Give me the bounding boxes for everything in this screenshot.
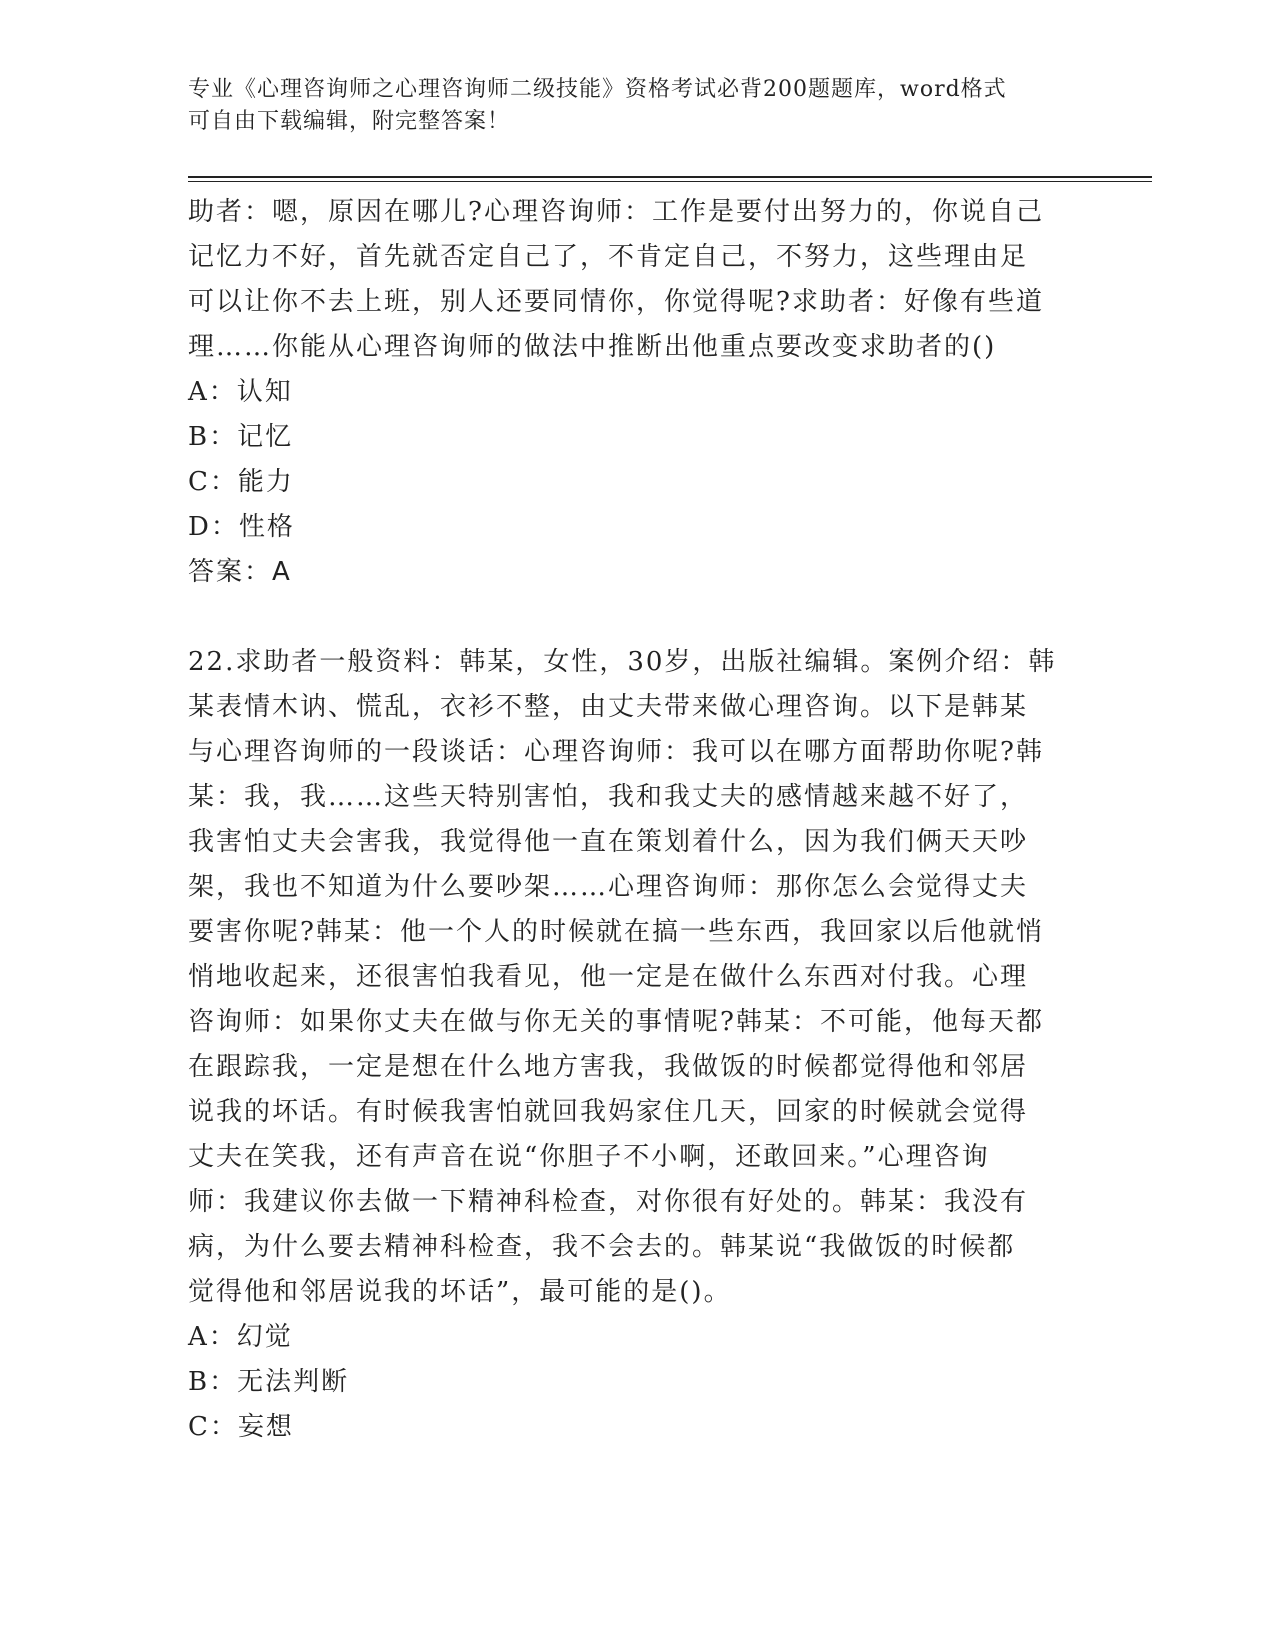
- question-stem-line: 说我的坏话。有时候我害怕就回我妈家住几天，回家的时候就会觉得: [188, 1097, 1029, 1127]
- question-stem-line: 与心理咨询师的一段谈话：心理咨询师：我可以在哪方面帮助你呢?韩: [188, 737, 1044, 767]
- option-b: B：无法判断: [188, 1367, 350, 1397]
- question-21: [188, 190, 1088, 595]
- question-stem-line: 22.求助者一般资料：韩某，女性，30岁，出版社编辑。案例介绍：韩: [188, 647, 1057, 677]
- question-stem-line: 某表情木讷、慌乱，衣衫不整，由丈夫带来做心理咨询。以下是韩某: [188, 692, 1029, 722]
- answer-label: 答案：A: [188, 557, 292, 587]
- question-22: [188, 640, 1088, 1450]
- question-stem-line: 记忆力不好，首先就否定自己了，不肯定自己，不努力，这些理由足: [188, 242, 1029, 272]
- question-stem-line: 觉得他和邻居说我的坏话”，最可能的是()。: [188, 1277, 732, 1307]
- question-stem-line: 师：我建议你去做一下精神科检查，对你很有好处的。韩某：我没有: [188, 1187, 1029, 1217]
- question-content: [188, 190, 1088, 1450]
- question-stem-line: 咨询师：如果你丈夫在做与你无关的事情呢?韩某：不可能，他每天都: [188, 1007, 1044, 1037]
- question-stem-line: 我害怕丈夫会害我，我觉得他一直在策划着什么，因为我们俩天天吵: [188, 827, 1029, 857]
- header-title-line-2: 可自由下载编辑，附完整答案！: [188, 109, 511, 134]
- question-stem-line: 理……你能从心理咨询师的做法中推断出他重点要改变求助者的(): [188, 332, 997, 362]
- question-stem-line: 某：我，我……这些天特别害怕，我和我丈夫的感情越来越不好了，: [188, 782, 1029, 812]
- option-a: A：认知: [188, 377, 293, 407]
- page-header: [188, 74, 1068, 138]
- header-divider-thin: [188, 181, 1152, 182]
- question-stem-line: 架，我也不知道为什么要吵架……心理咨询师：那你怎么会觉得丈夫: [188, 872, 1029, 902]
- header-title-line-1: 专业《心理咨询师之心理咨询师二级技能》资格考试必背200题题库，word格式: [188, 77, 1007, 102]
- question-stem-line: 在跟踪我，一定是想在什么地方害我，我做饭的时候都觉得他和邻居: [188, 1052, 1029, 1082]
- option-d: D：性格: [188, 512, 295, 542]
- option-c: C：能力: [188, 467, 294, 497]
- option-c: C：妄想: [188, 1412, 294, 1442]
- header-divider-thick: [188, 176, 1152, 178]
- option-b: B：记忆: [188, 422, 294, 452]
- option-a: A：幻觉: [188, 1322, 293, 1352]
- question-stem-line: 助者：嗯，原因在哪儿?心理咨询师：工作是要付出努力的，你说自己: [188, 197, 1044, 227]
- question-spacer: [188, 595, 1088, 640]
- question-stem-line: 丈夫在笑我，还有声音在说“你胆子不小啊，还敢回来。”心理咨询: [188, 1142, 990, 1172]
- question-stem-line: 悄地收起来，还很害怕我看见，他一定是在做什么东西对付我。心理: [188, 962, 1029, 992]
- question-stem-line: 要害你呢?韩某：他一个人的时候就在搞一些东西，我回家以后他就悄: [188, 917, 1044, 947]
- question-stem-line: 可以让你不去上班，别人还要同情你，你觉得呢?求助者：好像有些道: [188, 287, 1044, 317]
- question-stem-line: 病，为什么要去精神科检查，我不会去的。韩某说“我做饭的时候都: [188, 1232, 1016, 1262]
